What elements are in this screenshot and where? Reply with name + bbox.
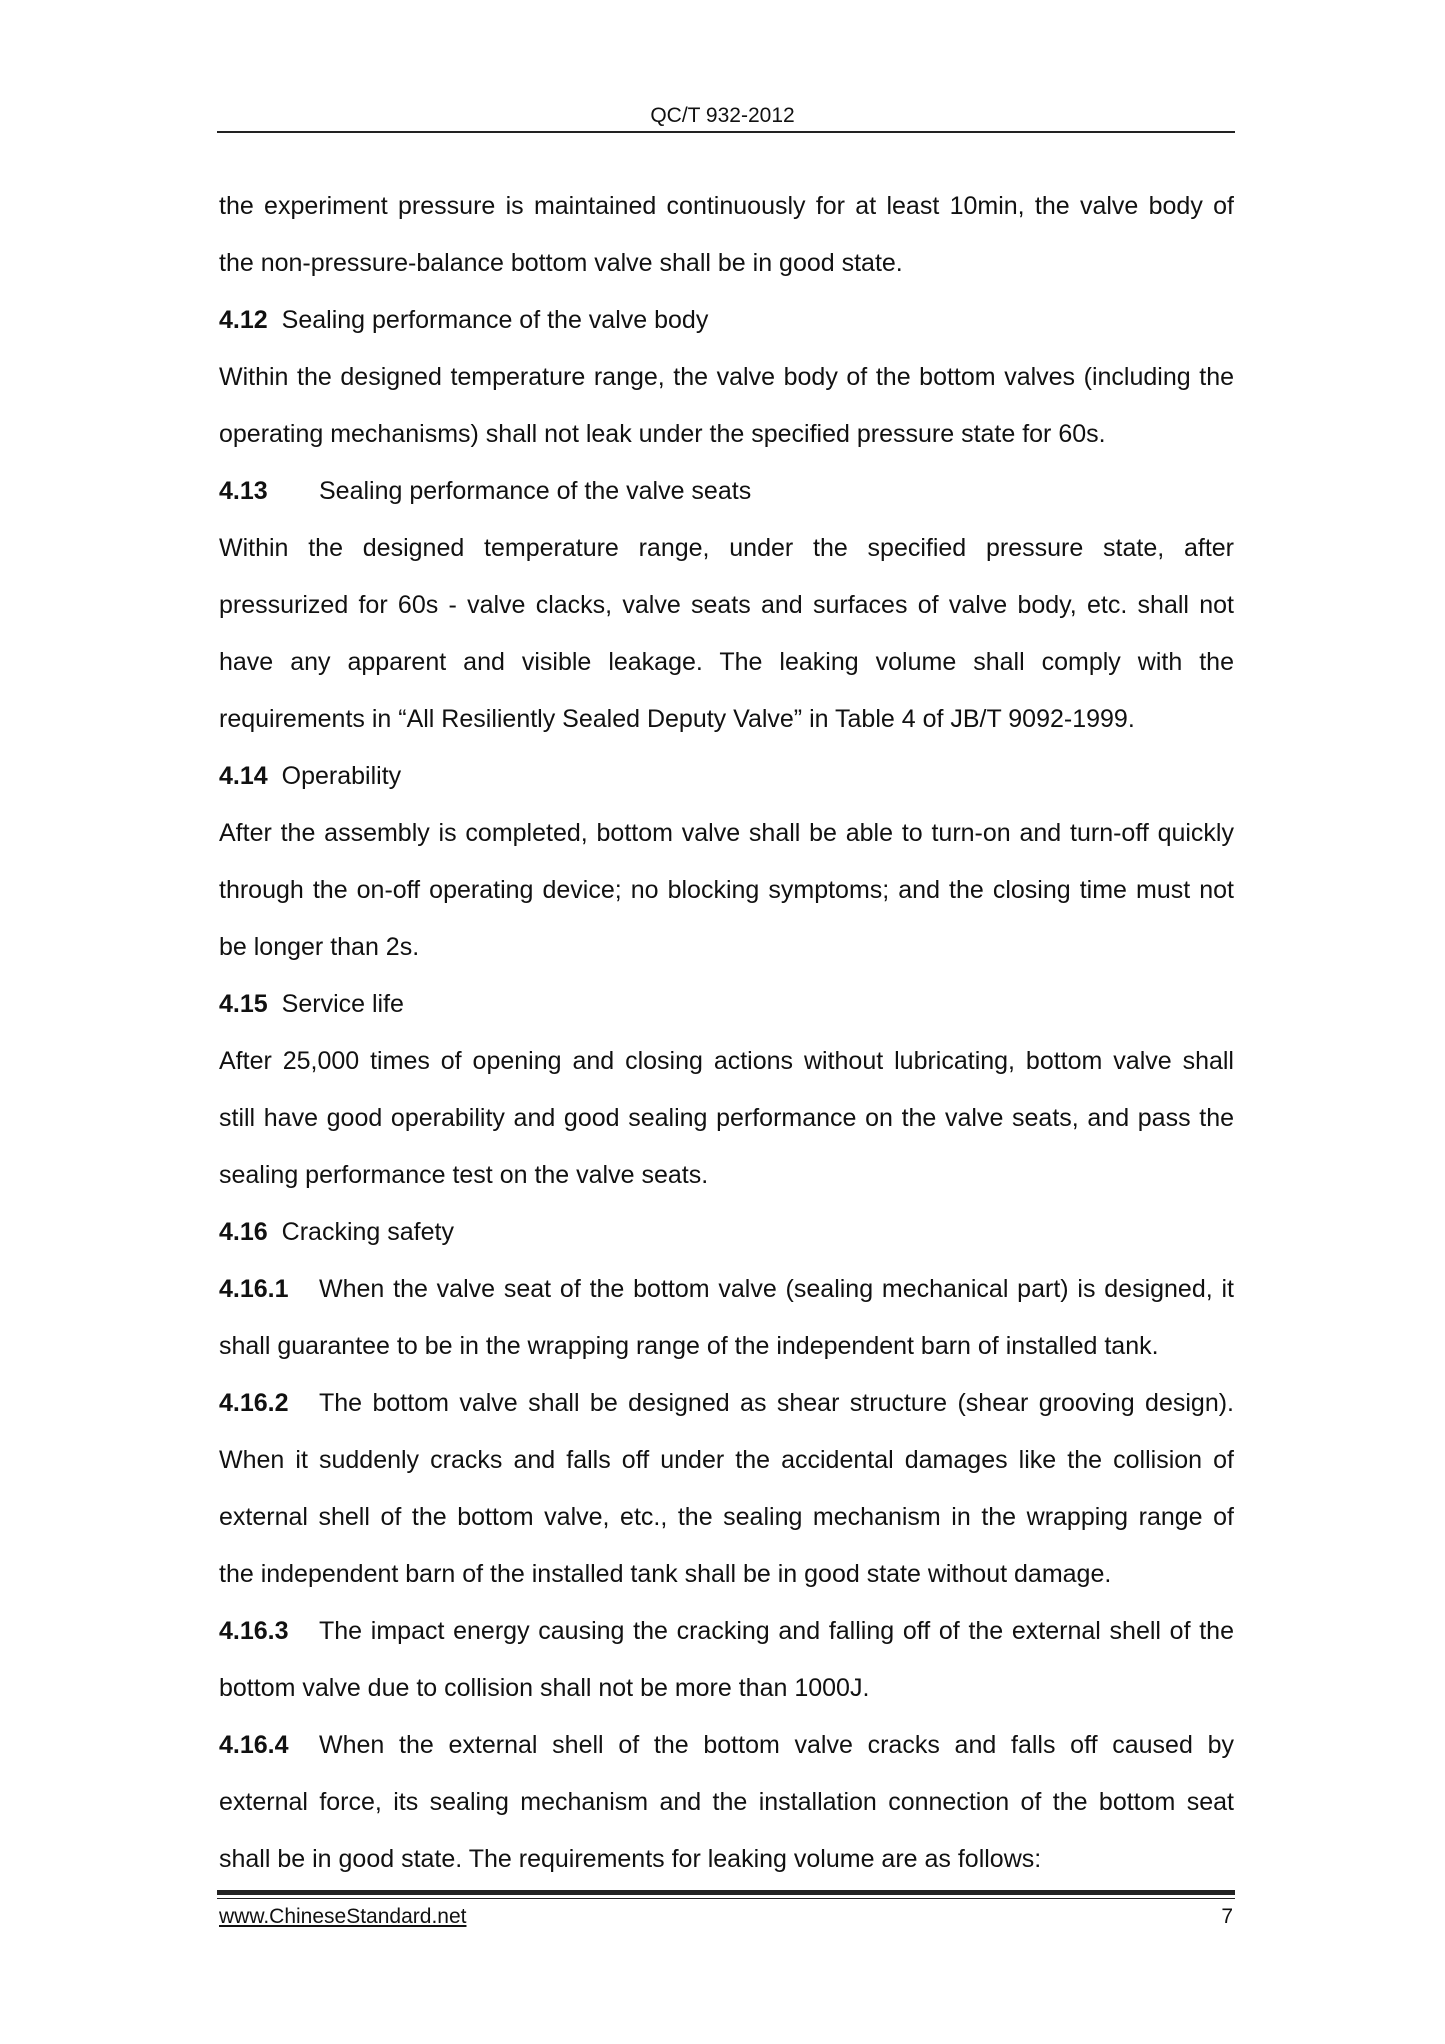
paragraph-line: When it suddenly cracks and falls off under the accidental damages like the collision of xyxy=(219,1446,1234,1474)
section-heading-4-13 xyxy=(219,463,1234,520)
paragraph-line: still have good operability and good sealing performance on the valve seats, and pass the xyxy=(219,1104,1234,1132)
paragraph-line: be longer than 2s. xyxy=(219,933,420,961)
section-number: 4.12 xyxy=(219,306,268,334)
paragraph-line: Within the designed temperature range, the valve body of the bottom valves (including the xyxy=(219,363,1234,391)
paragraph-line: sealing performance test on the valve seats. xyxy=(219,1161,709,1189)
section-title: Service life xyxy=(281,990,404,1018)
section-heading-4-15 xyxy=(219,976,1234,1033)
clause-text: The bottom valve shall be designed as shear structure (shear grooving design). xyxy=(319,1389,1234,1417)
paragraph-line: requirements in “All Resiliently Sealed Deputy Valve” in Table 4 of JB/T 9092-1999. xyxy=(219,705,1135,733)
header-rule xyxy=(217,131,1235,133)
section-number: 4.15 xyxy=(219,990,268,1018)
clause-text: When the valve seat of the bottom valve (sealing mechanical part) is designed, it xyxy=(319,1275,1234,1303)
clause-number: 4.16.1 xyxy=(219,1275,289,1303)
clause-number: 4.16.2 xyxy=(219,1389,289,1417)
clause-text: When the external shell of the bottom valve cracks and falls off caused by xyxy=(319,1731,1234,1759)
clause-4-16-4-line xyxy=(219,1717,1234,1774)
paragraph-line: external shell of the bottom valve, etc., the sealing mechanism in the wrapping range of xyxy=(219,1503,1234,1531)
footer-website-link[interactable]: www.ChineseStandard.net xyxy=(219,1905,467,1928)
section-heading-4-14 xyxy=(219,748,1234,805)
clause-4-16-3-line xyxy=(219,1603,1234,1660)
section-title: Operability xyxy=(281,762,402,790)
paragraph-line: operating mechanisms) shall not leak under the specified pressure state for 60s. xyxy=(219,420,1106,448)
paragraph-line: external force, its sealing mechanism and the installation connection of the bottom seat xyxy=(219,1788,1234,1816)
section-title: Cracking safety xyxy=(281,1218,454,1246)
paragraph-line: bottom valve due to collision shall not be more than 1000J. xyxy=(219,1674,870,1702)
paragraph-line: shall be in good state. The requirements for leaking volume are as follows: xyxy=(219,1845,1042,1873)
footer-rule-thin xyxy=(217,1898,1235,1899)
paragraph-line: through the on-off operating device; no blocking symptoms; and the closing time must not xyxy=(219,876,1234,904)
section-title: Sealing performance of the valve seats xyxy=(319,477,752,505)
clause-4-16-1-line xyxy=(219,1261,1234,1318)
page-body xyxy=(219,178,1234,1888)
section-heading-4-12 xyxy=(219,292,1234,349)
clause-text: The impact energy causing the cracking and falling off of the external shell of the xyxy=(319,1617,1234,1645)
footer-rule xyxy=(217,1890,1235,1895)
paragraph-line: pressurized for 60s - valve clacks, valve seats and surfaces of valve body, etc. shall not xyxy=(219,591,1234,619)
paragraph-line: shall guarantee to be in the wrapping range of the independent barn of installed tank. xyxy=(219,1332,1159,1360)
paragraph-line: the independent barn of the installed tank shall be in good state without damage. xyxy=(219,1560,1112,1588)
page-number: 7 xyxy=(1221,1905,1233,1928)
section-number: 4.13 xyxy=(219,477,268,505)
section-heading-4-16 xyxy=(219,1204,1234,1261)
paragraph-line: the non-pressure-balance bottom valve shall be in good state. xyxy=(219,249,903,277)
paragraph-line: have any apparent and visible leakage. The leaking volume shall comply with the xyxy=(219,648,1234,676)
paragraph-line: After 25,000 times of opening and closing actions without lubricating, bottom valve shall xyxy=(219,1047,1234,1075)
paragraph-line: Within the designed temperature range, under the specified pressure state, after xyxy=(219,534,1234,562)
paragraph-line: the experiment pressure is maintained continuously for at least 10min, the valve body of xyxy=(219,192,1234,220)
clause-number: 4.16.4 xyxy=(219,1731,289,1759)
paragraph-line: After the assembly is completed, bottom valve shall be able to turn-on and turn-off quickly xyxy=(219,819,1234,847)
section-number: 4.16 xyxy=(219,1218,268,1246)
section-number: 4.14 xyxy=(219,762,268,790)
clause-number: 4.16.3 xyxy=(219,1617,289,1645)
clause-4-16-2-line xyxy=(219,1375,1234,1432)
running-header: QC/T 932-2012 xyxy=(650,104,795,127)
section-title: Sealing performance of the valve body xyxy=(281,306,709,334)
